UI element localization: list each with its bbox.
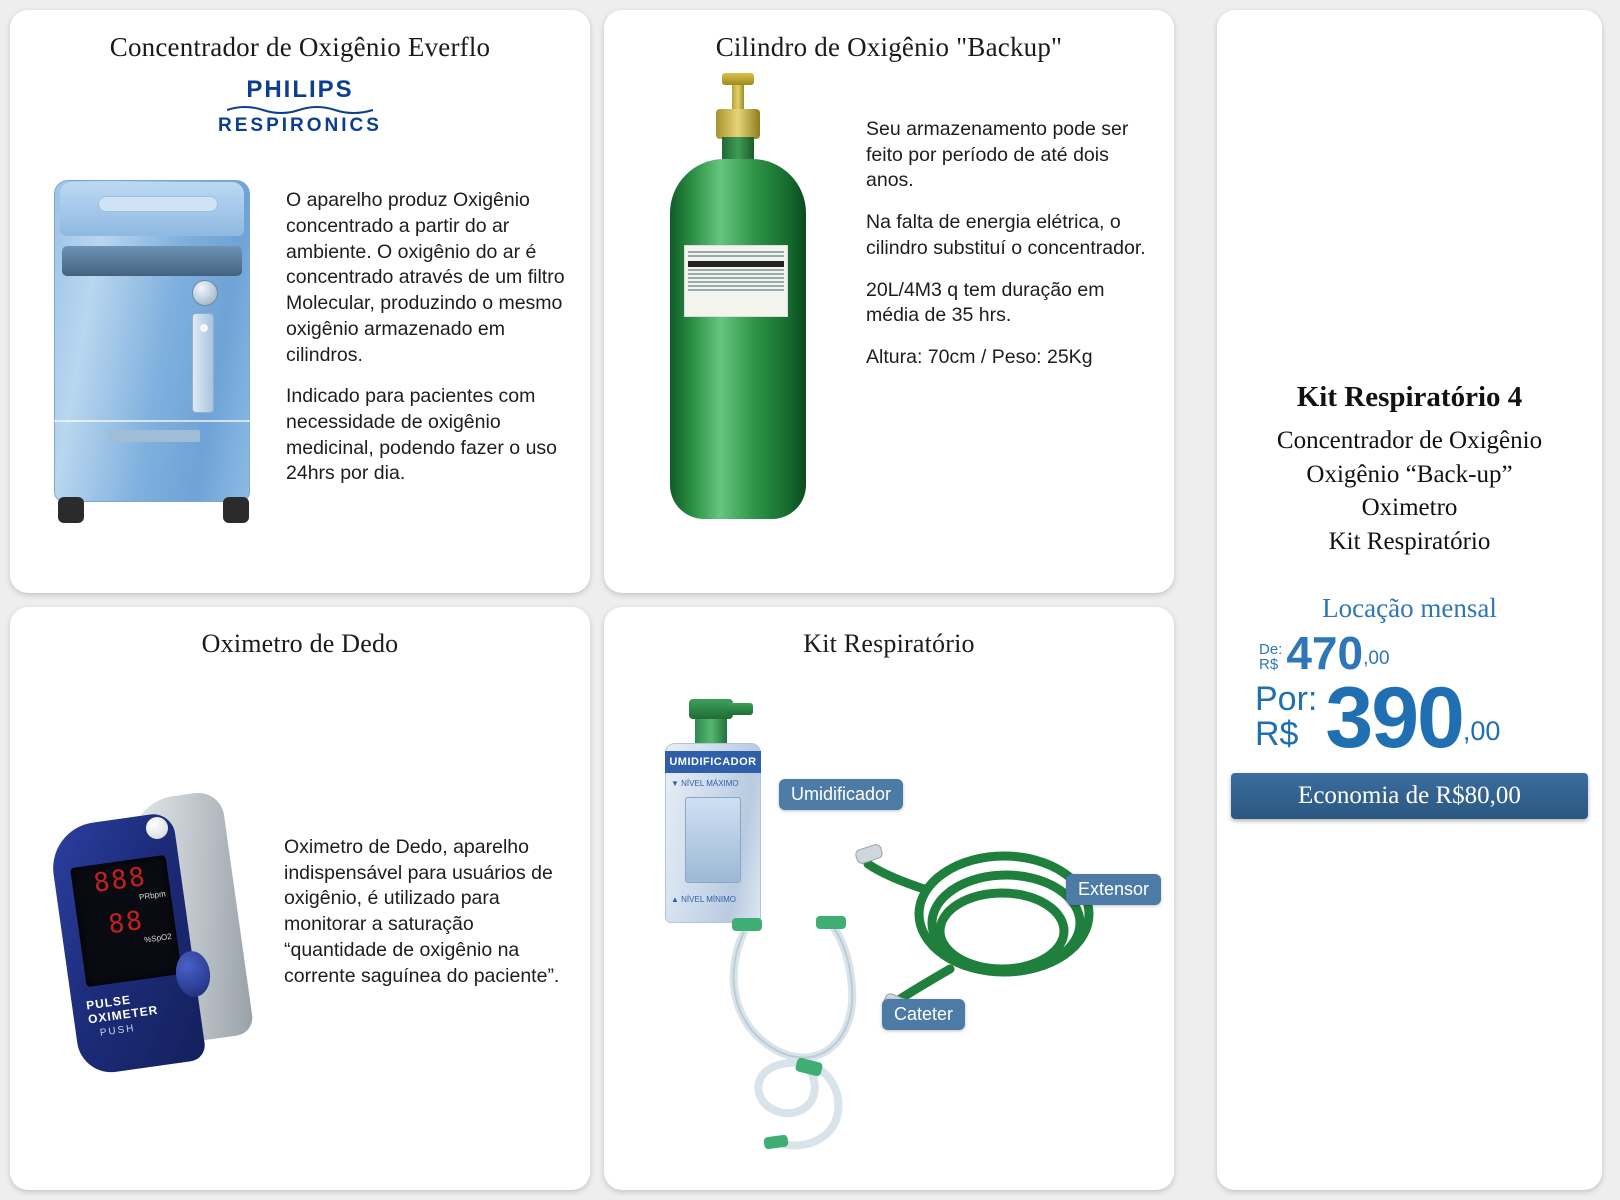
rental-label: Locação mensal [1322, 592, 1497, 623]
card-concentrator [10, 10, 590, 593]
old-price-currency: R$ [1259, 655, 1279, 673]
concentrator-paragraph-2: Indicado para pacientes com necessidade de oxigênio medicinal, podendo fazer o uso 24hrs por dia. [286, 385, 558, 485]
oximeter-image [20, 675, 280, 1095]
left-column [10, 10, 1205, 1190]
new-price [1231, 669, 1588, 766]
humidifier-band-label: UMIDIFICADOR [665, 751, 761, 773]
offer-item-1: Oxigênio “Back-up” [1306, 460, 1513, 488]
card-oximeter [10, 607, 590, 1190]
cylinder-image [618, 67, 858, 487]
card-oximeter-title: Oximetro de Dedo [201, 629, 399, 658]
new-price-currency: R$ [1255, 715, 1299, 754]
oximeter-push-text: PUSH [99, 1022, 137, 1039]
offer-item-0: Concentrador de Oxigênio [1276, 426, 1543, 454]
offer-panel [1217, 10, 1602, 1190]
humidifier-illustration [659, 699, 769, 929]
card-kit-content [604, 659, 1174, 1190]
old-price-cents: ,00 [1363, 647, 1390, 669]
concentrator-image [28, 146, 278, 523]
card-cylinder-text [858, 67, 1156, 487]
concentrator-paragraph-1: O aparelho produz Oxigênio concentrado a partir do ar ambiente. O oxigênio do ar é concentrado através de um filtro Molecular, produzindo o mesmo oxigênio armazenado em cilindros. [286, 189, 565, 366]
humidifier-max-label: ▼ NÍVEL MÁXIMO [671, 779, 739, 788]
cylinder-paragraph-3: 20L/4M3 q tem duração em média de 35 hrs. [866, 278, 1105, 327]
cylinder-paragraph-2: Na falta de energia elétrica, o cilindro substituí o concentrador. [866, 211, 1146, 259]
card-concentrator-title: Concentrador de Oxigênio Everflo [109, 32, 491, 62]
new-price-cents: ,00 [1462, 716, 1501, 747]
oximeter-label-spo2: %SpO2 [143, 931, 173, 945]
oximeter-reading-pr: 888 [91, 861, 149, 899]
offer-item-2: Oximetro [1361, 494, 1458, 522]
card-concentrator-content [10, 136, 590, 523]
cylinder-label-sticker [684, 245, 788, 317]
card-kit-title: Kit Respiratório [803, 629, 975, 658]
cylinder-paragraph-4: Altura: 70cm / Peso: 25Kg [866, 346, 1093, 369]
oximeter-paragraph-1: Oximetro de Dedo, aparelho indispensável para usuários de oxigênio, é utilizado para monitorar a saturação “quantidade de oxigênio na corrente saguínea do paciente”. [284, 836, 560, 987]
card-kit [604, 607, 1174, 1190]
tag-catheter: Cateter [882, 999, 965, 1030]
philips-wave-icon [225, 104, 375, 114]
oximeter-power-button [146, 817, 168, 839]
card-concentrator-text [278, 146, 566, 523]
card-cylinder [604, 10, 1174, 593]
oximeter-display [70, 855, 182, 987]
card-cylinder-content [604, 63, 1174, 487]
cards-row-top [10, 10, 1205, 593]
offer-items-list [1277, 424, 1542, 559]
oxygen-concentrator-illustration [46, 168, 261, 523]
respironics-wordmark: RESPIRONICS [218, 115, 382, 137]
old-price-prefix-de: De: [1259, 640, 1283, 658]
new-price-value: 390 [1325, 669, 1463, 766]
humidifier-min-label: ▲ NÍVEL MÍNIMO [671, 895, 736, 904]
cards-row-bottom [10, 607, 1205, 1190]
tag-extensor: Extensor [1066, 874, 1161, 905]
offer-item-3: Kit Respiratório [1328, 528, 1491, 556]
oximeter-reading-spo2: 88 [106, 905, 146, 941]
philips-wordmark: PHILIPS [246, 76, 354, 103]
finger-oximeter-illustration [50, 795, 260, 1075]
catheter-illustration [716, 914, 1016, 1164]
economy-badge: Economia de R$80,00 [1231, 773, 1588, 819]
card-oximeter-text [280, 675, 566, 1095]
offer-title: Kit Respiratório 4 [1296, 380, 1523, 413]
old-price-value: 470 [1286, 626, 1364, 679]
tag-humidifier: Umidificador [779, 779, 903, 810]
oximeter-brand-text: PULSE OXIMETER [85, 992, 160, 1027]
card-oximeter-content [10, 659, 590, 1095]
new-price-prefix-por: Por: [1255, 679, 1318, 718]
cylinder-paragraph-1: Seu armazenamento pode ser feito por período de até dois anos. [866, 118, 1129, 192]
card-cylinder-title: Cilindro de Oxigênio "Backup" [715, 32, 1063, 62]
oximeter-label-pr: PRbpm [138, 889, 167, 902]
philips-respironics-logo [10, 77, 590, 136]
